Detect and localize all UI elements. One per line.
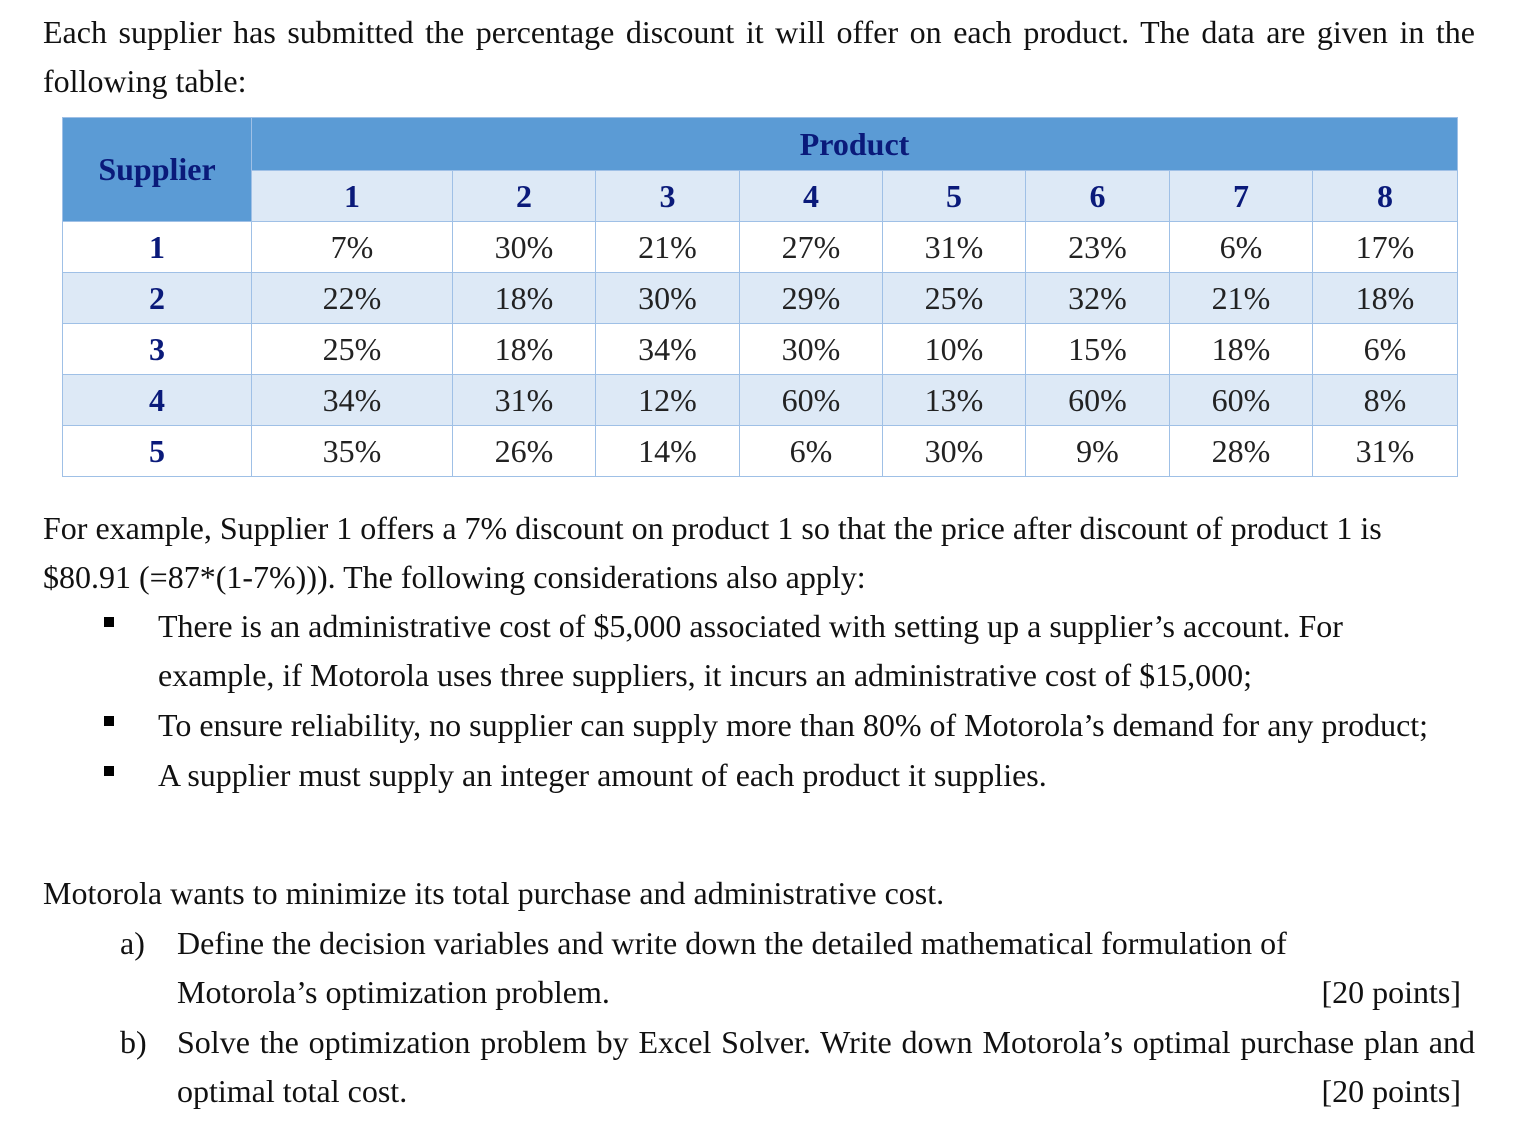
discount-cell: 25% xyxy=(252,324,453,375)
table-row xyxy=(63,375,1458,426)
discount-cell: 26% xyxy=(453,426,596,477)
product-header: Product xyxy=(252,118,1458,171)
supplier-number: 1 xyxy=(63,222,252,273)
discount-cell: 60% xyxy=(1170,375,1313,426)
discount-cell: 18% xyxy=(453,324,596,375)
discount-cell: 34% xyxy=(596,324,740,375)
discount-cell: 13% xyxy=(883,375,1026,426)
discount-cell: 10% xyxy=(883,324,1026,375)
intro-paragraph: Each supplier has submitted the percentage discount it will offer on each product. The data are given in the following table: xyxy=(43,14,1475,99)
question-text: Solve the optimization problem by Excel Solver. Write down Motorola’s optimal purchase plan and optimal total cost. xyxy=(177,1024,1475,1109)
discount-cell: 18% xyxy=(453,273,596,324)
supplier-header: Supplier xyxy=(63,118,252,222)
discount-cell: 30% xyxy=(596,273,740,324)
discount-cell: 23% xyxy=(1026,222,1170,273)
product-number: 5 xyxy=(883,171,1026,222)
question-b xyxy=(120,1018,1475,1116)
discount-cell: 21% xyxy=(1170,273,1313,324)
discount-cell: 60% xyxy=(740,375,883,426)
discount-cell: 31% xyxy=(883,222,1026,273)
discount-cell: 6% xyxy=(740,426,883,477)
table-row xyxy=(63,324,1458,375)
question-label: a) xyxy=(120,925,145,961)
discount-cell: 30% xyxy=(453,222,596,273)
discount-cell: 28% xyxy=(1170,426,1313,477)
discount-cell: 31% xyxy=(453,375,596,426)
question-label: b) xyxy=(120,1024,147,1060)
discount-cell: 34% xyxy=(252,375,453,426)
example-paragraph: For example, Supplier 1 offers a 7% discount on product 1 so that the price after discount of product 1 is $80.91 (=87*(1-7%))). The following considerations also apply: xyxy=(43,510,1382,595)
product-number: 8 xyxy=(1313,171,1458,222)
discount-cell: 18% xyxy=(1170,324,1313,375)
list-item xyxy=(0,602,1450,700)
product-number: 2 xyxy=(453,171,596,222)
discount-cell: 32% xyxy=(1026,273,1170,324)
question-a xyxy=(120,919,1475,1017)
list-item-text: A supplier must supply an integer amount of each product it supplies. xyxy=(158,757,1047,793)
table-row xyxy=(63,222,1458,273)
discount-cell: 30% xyxy=(740,324,883,375)
bullet-square-icon xyxy=(104,716,114,726)
discount-cell: 8% xyxy=(1313,375,1458,426)
product-number: 4 xyxy=(740,171,883,222)
discount-cell: 30% xyxy=(883,426,1026,477)
supplier-number: 5 xyxy=(63,426,252,477)
list-item xyxy=(0,701,1450,750)
discount-cell: 9% xyxy=(1026,426,1170,477)
discount-cell: 27% xyxy=(740,222,883,273)
discount-cell: 6% xyxy=(1313,324,1458,375)
discount-cell: 17% xyxy=(1313,222,1458,273)
product-number: 1 xyxy=(252,171,453,222)
table-row xyxy=(63,426,1458,477)
bullet-square-icon xyxy=(104,617,114,627)
discount-cell: 14% xyxy=(596,426,740,477)
discount-cell: 22% xyxy=(252,273,453,324)
discount-cell: 35% xyxy=(252,426,453,477)
discount-cell: 6% xyxy=(1170,222,1313,273)
list-item-text: To ensure reliability, no supplier can supply more than 80% of Motorola’s demand for any product; xyxy=(158,707,1429,743)
discount-cell: 25% xyxy=(883,273,1026,324)
discount-cell: 7% xyxy=(252,222,453,273)
discount-cell: 60% xyxy=(1026,375,1170,426)
discount-cell: 29% xyxy=(740,273,883,324)
product-number: 6 xyxy=(1026,171,1170,222)
list-item-text: There is an administrative cost of $5,000 associated with setting up a supplier’s account. For example, if Motorola uses three suppliers, it incurs an administrative cost of $15,000; xyxy=(158,608,1343,693)
list-item xyxy=(0,751,1450,800)
question-points: [20 points] xyxy=(1321,974,1461,1010)
question-text: Define the decision variables and write down the detailed mathematical formulation of Motorola’s optimization problem. xyxy=(177,925,1287,1010)
discount-table xyxy=(62,117,1458,477)
considerations-list xyxy=(0,602,1536,801)
product-number-row xyxy=(63,171,1458,222)
discount-cell: 15% xyxy=(1026,324,1170,375)
product-number: 7 xyxy=(1170,171,1313,222)
goal-paragraph: Motorola wants to minimize its total purchase and administrative cost. xyxy=(43,875,945,911)
bullet-square-icon xyxy=(104,766,114,776)
discount-cell: 18% xyxy=(1313,273,1458,324)
table-row xyxy=(63,273,1458,324)
discount-cell: 31% xyxy=(1313,426,1458,477)
supplier-number: 2 xyxy=(63,273,252,324)
question-points: [20 points] xyxy=(1321,1073,1461,1109)
discount-cell: 12% xyxy=(596,375,740,426)
product-number: 3 xyxy=(596,171,740,222)
supplier-number: 3 xyxy=(63,324,252,375)
supplier-number: 4 xyxy=(63,375,252,426)
discount-cell: 21% xyxy=(596,222,740,273)
